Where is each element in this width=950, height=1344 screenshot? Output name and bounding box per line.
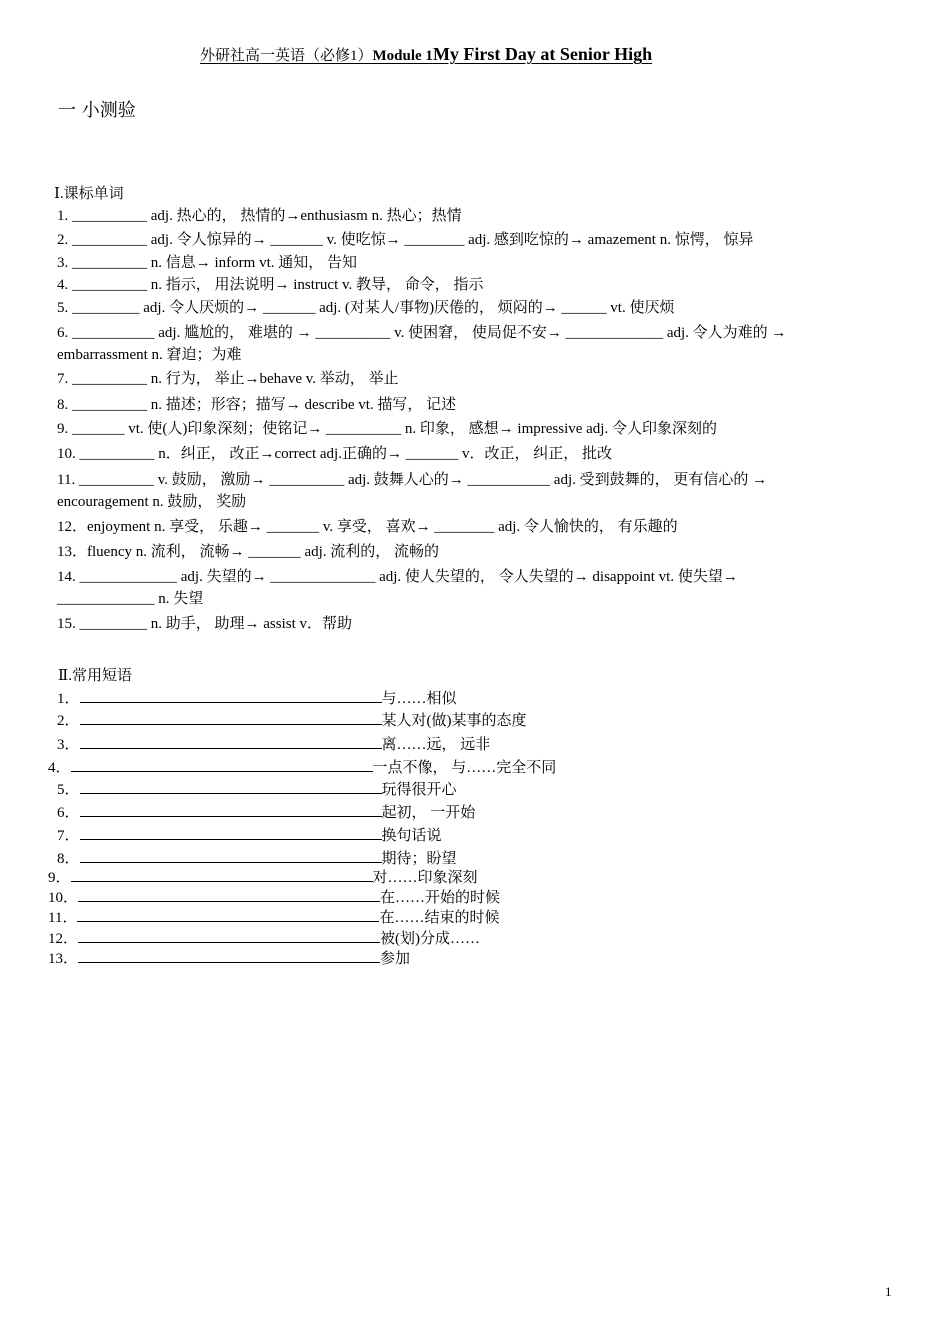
phrase-meaning: 某人对(做)某事的态度 <box>381 713 527 729</box>
answer-blank[interactable] <box>80 779 382 794</box>
answer-blank[interactable] <box>80 688 382 703</box>
answer-blank[interactable] <box>78 948 380 963</box>
document-title <box>200 44 652 65</box>
answer-blank[interactable] <box>80 848 382 863</box>
answer-blank[interactable] <box>71 867 373 882</box>
phrase-item <box>57 825 442 846</box>
phrase-number: 12． <box>48 931 79 947</box>
vocab-line: 8. __________ n. 描述；形容；描写→ describe vt. 描写， 记述 <box>57 397 457 413</box>
vocab-line: 15. _________ n. 助手， 助理→ assist v．帮助 <box>57 616 353 632</box>
phrase-meaning: 期待；盼望 <box>381 851 457 867</box>
vocab-line: 7. __________ n. 行为， 举止→behave v. 举动， 举止 <box>57 371 399 387</box>
vocab-line: 10. __________ n．纠正， 改正→correct adj.正确的→ _______ v．改正， 纠正， 批改 <box>57 446 612 462</box>
phrase-meaning: 被(划)分成…… <box>380 931 481 947</box>
vocab-line: 4. __________ n. 指示， 用法说明→ instruct v. 教导， 命令， 指示 <box>57 277 484 293</box>
title-chinese: 外研社高一英语（必修1） <box>200 48 373 64</box>
vocab-line: 13．fluency n. 流利， 流畅→ _______ adj. 流利的， 流畅的 <box>57 544 440 560</box>
phrase-item <box>48 948 410 969</box>
phrase-meaning: 起初， 一开始 <box>381 805 476 821</box>
answer-blank[interactable] <box>77 907 379 922</box>
phrase-item <box>48 907 499 928</box>
vocab-line-continued: embarrassment n. 窘迫；为难 <box>57 347 242 363</box>
answer-blank[interactable] <box>80 734 382 749</box>
vocab-line: 6. ___________ adj. 尴尬的， 难堪的 → __________ v. 使困窘， 使局促不安→ _____________ adj. 令人为难的 → <box>57 325 787 341</box>
phrase-meaning: 离……远， 远非 <box>381 737 491 753</box>
phrase-meaning: 与……相似 <box>381 691 457 707</box>
vocab-line-continued: _____________ n. 失望 <box>57 591 204 607</box>
title-english: My First Day at Senior High <box>432 44 653 64</box>
phrase-meaning: 玩得很开心 <box>381 782 457 798</box>
phrase-meaning: 对……印象深刻 <box>372 870 478 886</box>
vocab-line: 2. __________ adj. 令人惊异的→ _______ v. 使吃惊→ ________ adj. 感到吃惊的→ amazement n. 惊愕， 惊异 <box>57 232 754 248</box>
phrase-meaning: 参加 <box>380 951 411 967</box>
phrase-number: 1． <box>57 691 80 707</box>
phrase-meaning: 在……结束的时候 <box>379 910 500 926</box>
vocab-line: 1. __________ adj. 热心的， 热情的→enthusiasm n. 热心；热情 <box>57 208 462 224</box>
phrase-meaning: 在……开始的时候 <box>380 890 501 906</box>
answer-blank[interactable] <box>80 802 382 817</box>
answer-blank[interactable] <box>78 887 380 902</box>
vocab-line: 9. _______ vt. 使(人)印象深刻；使铭记→ __________ n. 印象， 感想→ impressive adj. 令人印象深刻的 <box>57 421 717 437</box>
part1-heading: Ⅰ.课标单词 <box>54 186 124 202</box>
phrase-item <box>48 887 500 908</box>
page-number: 1 <box>885 1284 892 1299</box>
phrase-meaning: 一点不像， 与……完全不同 <box>372 760 557 776</box>
phrase-number: 6． <box>57 805 80 821</box>
phrase-number: 3． <box>57 737 80 753</box>
answer-blank[interactable] <box>71 757 373 772</box>
phrase-number: 11． <box>48 910 78 926</box>
phrase-number: 9． <box>48 870 71 886</box>
phrase-item <box>48 928 480 949</box>
phrase-item <box>57 710 527 731</box>
vocab-line: 11. __________ v. 鼓励， 激励→ __________ adj. 鼓舞人心的→ ___________ adj. 受到鼓舞的， 更有信心的 → <box>57 472 768 488</box>
phrase-item <box>57 779 457 800</box>
answer-blank[interactable] <box>78 928 380 943</box>
phrase-number: 2． <box>57 713 80 729</box>
phrase-item <box>57 734 490 755</box>
phrase-item <box>57 688 457 709</box>
part2-heading: Ⅱ.常用短语 <box>58 668 132 684</box>
phrase-meaning: 换句话说 <box>381 828 442 844</box>
answer-blank[interactable] <box>80 825 382 840</box>
phrase-number: 5． <box>57 782 80 798</box>
phrase-item <box>57 802 475 823</box>
phrase-number: 4． <box>48 760 71 776</box>
phrase-number: 7． <box>57 828 80 844</box>
phrase-number: 8． <box>57 851 80 867</box>
phrase-item <box>48 867 478 888</box>
phrase-item <box>57 848 457 869</box>
phrase-item <box>48 757 556 778</box>
phrase-number: 13． <box>48 951 79 967</box>
vocab-line: 12．enjoyment n. 享受， 乐趣→ _______ v. 享受， 喜欢→ ________ adj. 令人愉快的， 有乐趣的 <box>57 519 678 535</box>
phrase-number: 10． <box>48 890 79 906</box>
vocab-line: 3. __________ n. 信息→ inform vt. 通知， 告知 <box>57 255 357 271</box>
vocab-line: 5. _________ adj. 令人厌烦的→ _______ adj. (对某人/事物)厌倦的， 烦闷的→ ______ vt. 使厌烦 <box>57 300 675 316</box>
section-heading: 一 小测验 <box>58 100 136 121</box>
vocab-line-continued: encouragement n. 鼓励， 奖励 <box>57 494 247 510</box>
answer-blank[interactable] <box>80 710 382 725</box>
vocab-line: 14. _____________ adj. 失望的→ ______________ adj. 使人失望的， 令人失望的→ disappoint vt. 使失望→ <box>57 569 738 585</box>
title-module: Module 1 <box>372 48 433 64</box>
